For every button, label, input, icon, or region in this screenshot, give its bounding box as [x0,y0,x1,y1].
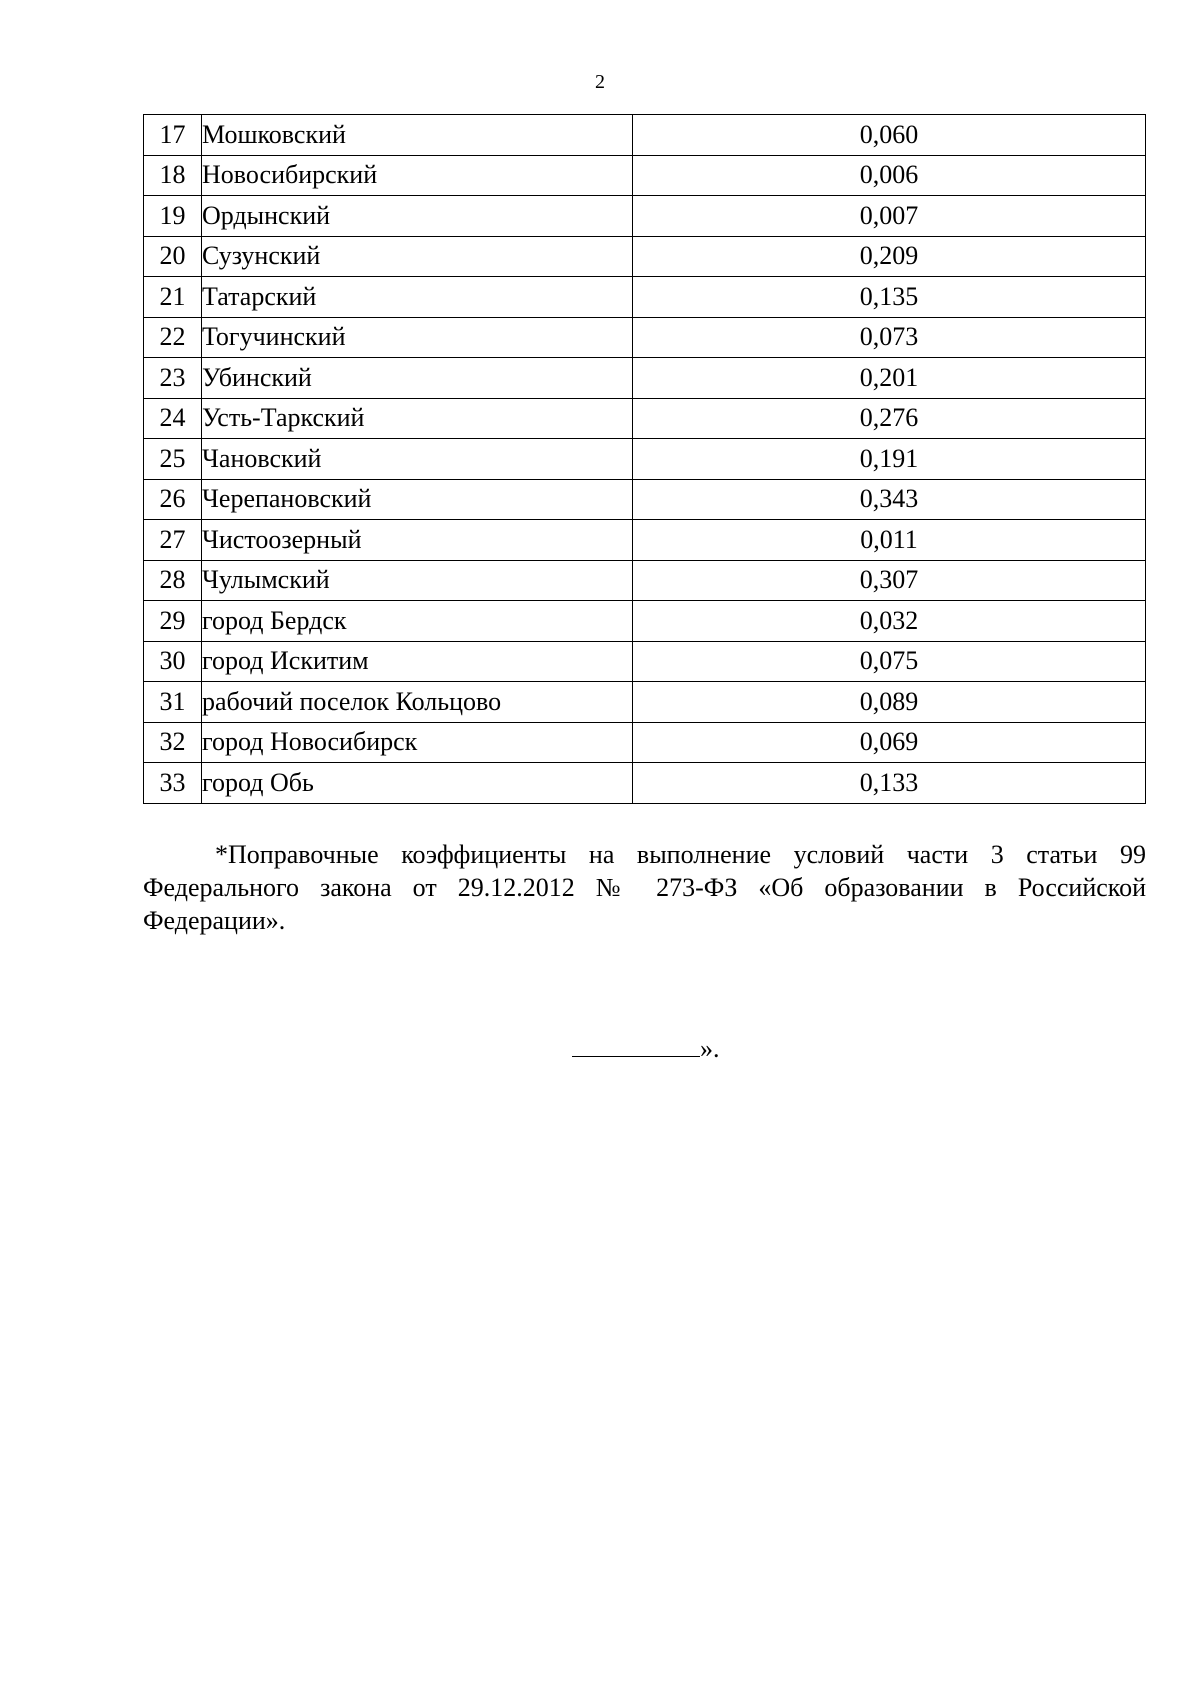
municipality-name: Чановский [202,439,633,480]
municipality-name: Ордынский [202,196,633,237]
coefficient-value: 0,307 [633,560,1146,601]
municipality-name: рабочий поселок Кольцово [202,682,633,723]
coefficient-value: 0,343 [633,479,1146,520]
coefficient-value: 0,133 [633,763,1146,804]
municipality-name: Тогучинский [202,317,633,358]
municipality-name: Сузунский [202,236,633,277]
row-number: 28 [144,560,202,601]
page-number: 2 [595,71,605,93]
table-row [144,277,1146,318]
municipality-name: город Обь [202,763,633,804]
coefficient-value: 0,089 [633,682,1146,723]
coefficient-value: 0,209 [633,236,1146,277]
table-row [144,439,1146,480]
coefficient-value: 0,073 [633,317,1146,358]
table-row [144,722,1146,763]
coefficient-value: 0,069 [633,722,1146,763]
table-row [144,520,1146,561]
table-body [144,115,1146,804]
table-row [144,641,1146,682]
row-number: 17 [144,115,202,156]
row-number: 31 [144,682,202,723]
row-number: 33 [144,763,202,804]
row-number: 30 [144,641,202,682]
coefficient-value: 0,060 [633,115,1146,156]
table-row [144,196,1146,237]
table-row [144,358,1146,399]
coefficient-value: 0,135 [633,277,1146,318]
coefficient-value: 0,007 [633,196,1146,237]
table-row [144,236,1146,277]
row-number: 19 [144,196,202,237]
municipality-name: Усть-Таркский [202,398,633,439]
municipality-name: Чулымский [202,560,633,601]
municipality-name: Убинский [202,358,633,399]
table-row [144,115,1146,156]
table-row [144,682,1146,723]
municipality-name: Мошковский [202,115,633,156]
municipality-name: Татарский [202,277,633,318]
table-row [144,560,1146,601]
table-row [144,155,1146,196]
row-number: 26 [144,479,202,520]
table-row [144,763,1146,804]
table-row [144,601,1146,642]
municipality-name: город Бердск [202,601,633,642]
coefficient-value: 0,006 [633,155,1146,196]
row-number: 18 [144,155,202,196]
coefficient-value: 0,191 [633,439,1146,480]
row-number: 20 [144,236,202,277]
closing-line [572,1032,720,1064]
row-number: 21 [144,277,202,318]
table-row [144,398,1146,439]
closing-mark: ». [700,1034,720,1063]
municipality-name: Новосибирский [202,155,633,196]
coefficient-value: 0,201 [633,358,1146,399]
coefficient-value: 0,276 [633,398,1146,439]
row-number: 29 [144,601,202,642]
municipality-name: Черепановский [202,479,633,520]
municipality-name: город Новосибирск [202,722,633,763]
footnote: *Поправочные коэффициенты на выполнение условий части 3 статьи 99 Федерального закона от 29.12.2012 № 273-ФЗ «Об образовании в Российской Федерации». [143,840,1146,935]
coefficient-value: 0,075 [633,641,1146,682]
row-number: 24 [144,398,202,439]
row-number: 32 [144,722,202,763]
row-number: 22 [144,317,202,358]
table-row [144,317,1146,358]
table-row [144,479,1146,520]
municipality-name: город Искитим [202,641,633,682]
row-number: 23 [144,358,202,399]
coefficient-value: 0,011 [633,520,1146,561]
blank-underline [572,1032,700,1057]
coefficient-value: 0,032 [633,601,1146,642]
coefficients-table [143,114,1146,804]
row-number: 25 [144,439,202,480]
municipality-name: Чистоозерный [202,520,633,561]
row-number: 27 [144,520,202,561]
